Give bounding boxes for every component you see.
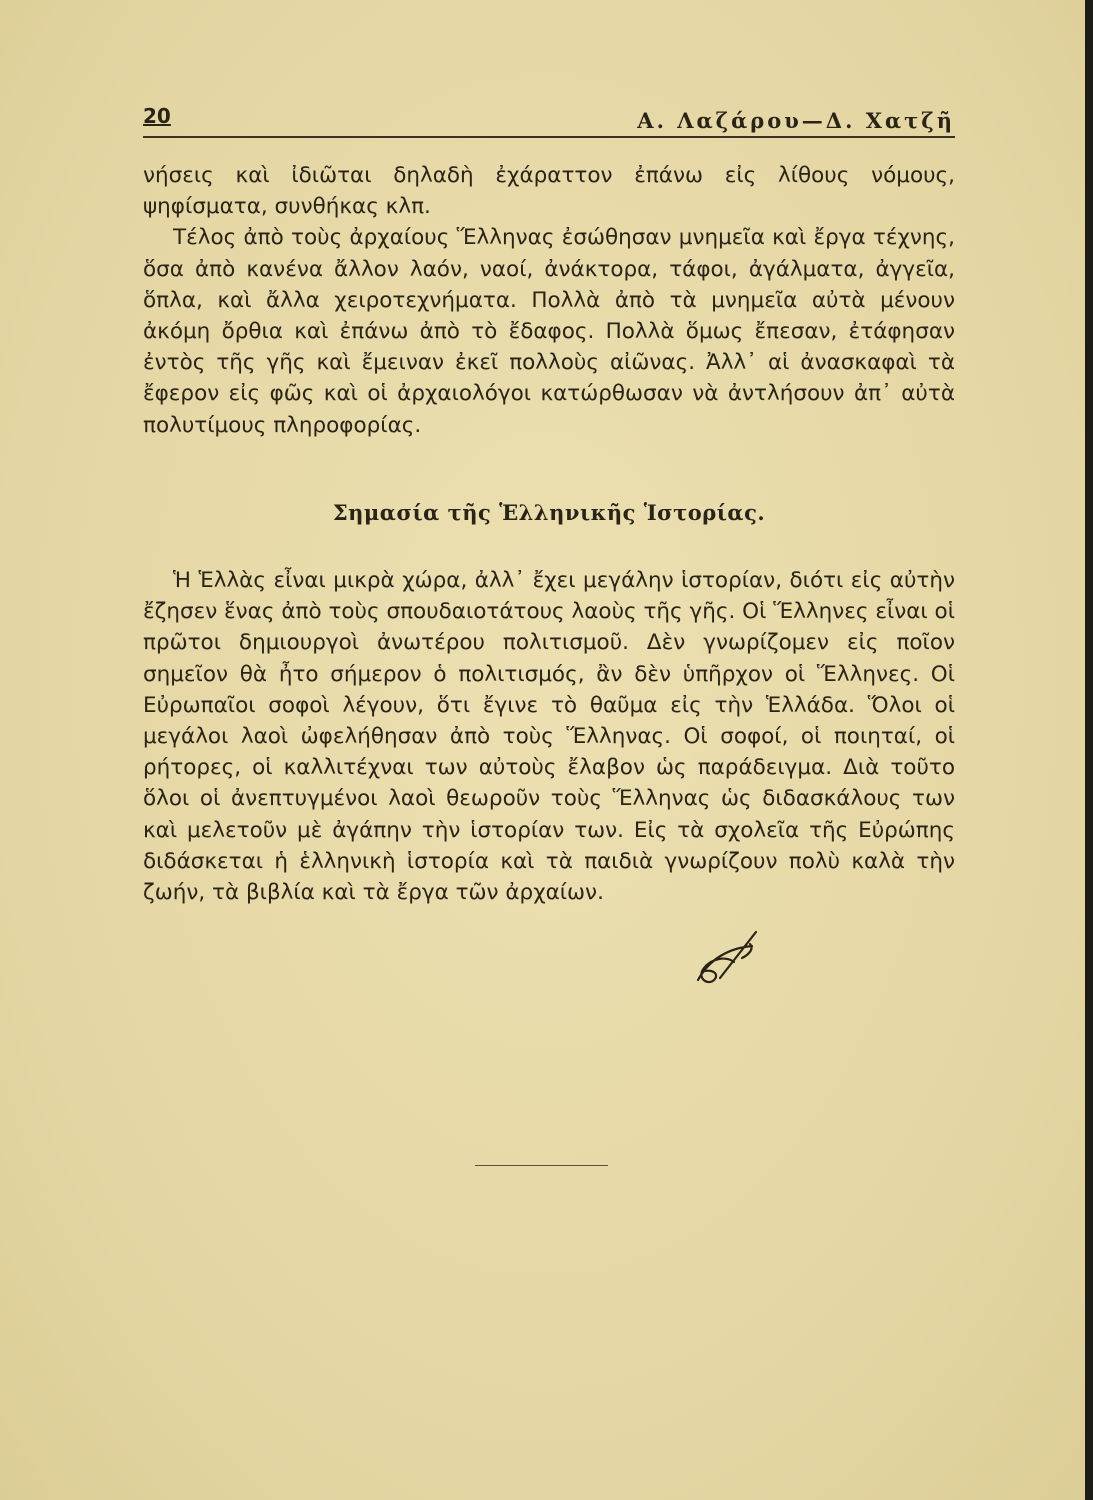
end-rule (475, 1165, 608, 1166)
header-rule (143, 136, 955, 138)
handwritten-signature-mark (690, 928, 770, 988)
page-edge-shadow (1085, 0, 1093, 1500)
paragraph-body: Τέλος ἀπὸ τοὺς ἀρχαίους Ἕλληνας ἐσώθησαν μνημεῖα καὶ ἔργα τέχνης, ὅσα ἀπὸ κανένα ἄλλον λαόν, ναοί, ἀνάκτορα, τάφοι, ἀγάλματα, ἀγγεῖα, ὅπλα, καὶ ἄλλα χειροτεχνήματα. Πολλὰ ἀπὸ τὰ μνημεῖα αὐτὰ μένουν ἀκόμη ὄρθια καὶ ἐπάνω ἀπὸ τὸ ἔδαφος. Πολλὰ ὅμως ἔπεσαν, ἐτάφησαν ἐντὸς τῆς γῆς καὶ ἔμειναν ἐκεῖ πολλοὺς αἰῶνας. Ἀλλ᾽ αἱ ἀνασκαφαὶ τὰ ἔφερον εἰς φῶς καὶ οἱ ἀρχαιολόγοι κατώρθωσαν νὰ ἀντλήσουν ἀπ᾽ αὐτὰ πολυτίμους πληροφορίας. (143, 225, 955, 438)
section-heading: Σημασία τῆς Ἑλληνικῆς Ἱστορίας. (332, 500, 766, 525)
page-number: 20 (143, 104, 171, 128)
paragraph-importance-of-greek-history: Ἡ Ἑλλὰς εἶναι μικρὰ χώρα, ἀλλ᾽ ἔχει μεγάλην ἱστορίαν, διότι εἰς αὐτὴν ἔζησεν ἕνας ἀπὸ τοὺς σπουδαιοτάτους λαοὺς τῆς γῆς. Οἱ Ἕλληνες εἶναι οἱ πρῶτοι δημιουργοὶ ἀνωτέρου πολιτισμοῦ. Δὲν γνωρίζομεν εἰς ποῖον σημεῖον θὰ ἦτο σήμερον ὁ πολιτισμός, ἂν δὲν ὑπῆρχον οἱ Ἕλληνες. Οἱ Εὐρωπαῖοι σοφοὶ λέγουν, ὅτι ἔγινε τὸ θαῦμα εἰς τὴν Ἑλλάδα. Ὅλοι οἱ μεγάλοι λαοὶ ὠφελήθησαν ἀπὸ τοὺς Ἕλληνας. Οἱ σοφοί, οἱ ποιηταί, οἱ ρήτορες, οἱ καλλιτέχναι των αὐτοὺς ἔλαβον ὡς παράδειγμα. Διὰ τοῦτο ὅλοι οἱ ἀνεπτυγμένοι λαοὶ θεωροῦν τοὺς Ἕλληνας ὡς διδασκάλους των καὶ μελετοῦν μὲ ἀγάπην τὴν ἱστορίαν των. Εἰς τὰ σχολεῖα τῆς Εὐρώπης διδάσκεται ἡ ἑλληνικὴ ἱστορία καὶ τὰ παιδιὰ γνωρίζουν πολὺ καλὰ τὴν ζωήν, τὰ βιβλία καὶ τὰ ἔργα τῶν ἀρχαίων. (143, 568, 955, 906)
running-head-authors: Α. Λαζάρου—Δ. Χατζῆ (637, 108, 955, 133)
paragraph-ancient-monuments (143, 160, 955, 441)
paragraph-continuation: νήσεις καὶ ἰδιῶται δηλαδὴ ἐχάραττον ἐπάνω εἰς λίθους νόμους, ψηφίσματα, συνθήκας κλπ. (143, 163, 955, 220)
page-header (143, 100, 955, 140)
